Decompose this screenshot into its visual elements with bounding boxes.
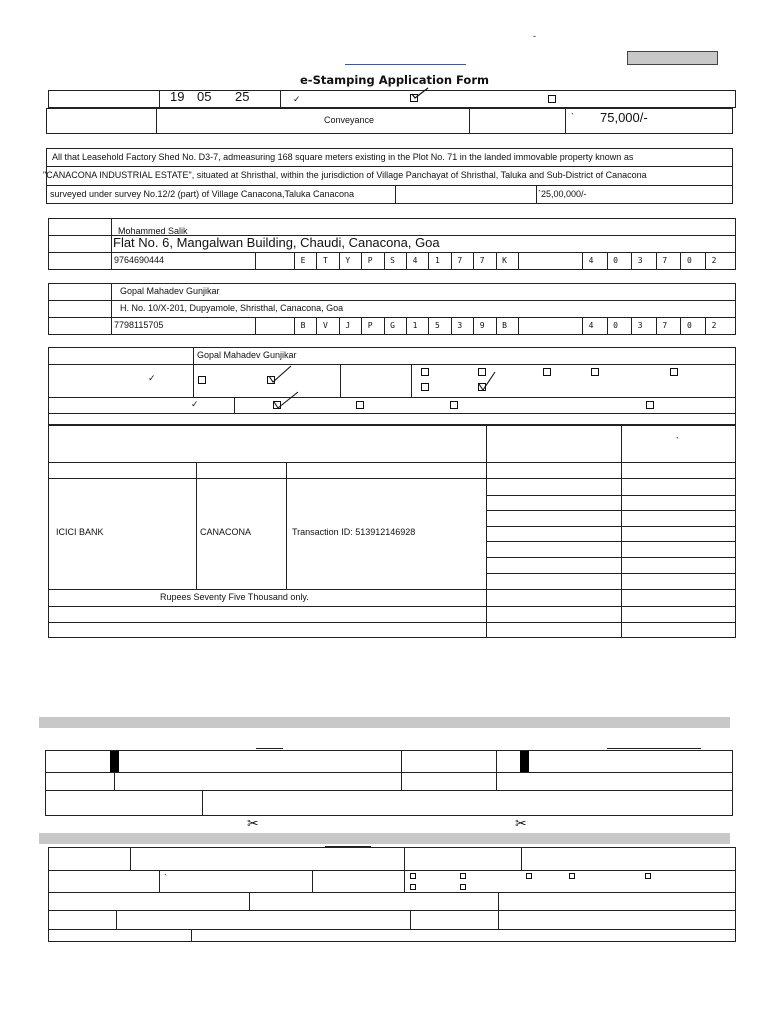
pan-char: 1 (412, 321, 418, 330)
pin-char: 0 (613, 256, 618, 265)
pan-char: B (502, 321, 507, 330)
option-checkbox[interactable] (356, 401, 364, 409)
ack-checkbox[interactable] (645, 873, 651, 879)
ack-checkbox[interactable] (410, 884, 416, 890)
pan-char: J (345, 321, 351, 330)
date-row (48, 90, 736, 108)
pan-char: 9 (479, 321, 485, 330)
scissor-icon: ✂ (247, 816, 259, 832)
tick-mark: ✓ (191, 400, 199, 410)
first-party-address: Flat No. 6, Mangalwan Building, Chaudi, Canacona, Goa (113, 235, 440, 250)
article-value: Conveyance (324, 115, 375, 125)
pan-char: P (367, 256, 373, 265)
payer-option-checkbox[interactable] (543, 368, 551, 376)
marker-block (110, 751, 119, 772)
pan-char: 4 (412, 256, 418, 265)
pan-char: 5 (434, 321, 440, 330)
scissor-icon: ✂ (515, 816, 527, 832)
transaction-id: Transaction ID: 513912146928 (292, 527, 416, 537)
pan-char: P (367, 321, 373, 330)
pin-char: 2 (711, 256, 717, 265)
payer-checkbox[interactable] (198, 376, 206, 384)
property-line-2: "CANACONA INDUSTRIAL ESTATE", situated at Shristhal, within the jurisdiction of Village Panchayat of Shristhal, Taluka and Sub-District of Canacona (43, 170, 647, 180)
pan-char: V (322, 321, 328, 330)
pin-char: 4 (588, 256, 594, 265)
date-year: 25 (235, 89, 250, 104)
type-checkbox[interactable] (548, 95, 556, 103)
amount-in-words: Rupees Seventy Five Thousand only. (160, 592, 309, 602)
property-line-1: All that Leasehold Factory Shed No. D3-7, admeasuring 168 square meters existing in the Plot No. 71 in the landed immovable property known as (52, 152, 634, 162)
pan-char: S (390, 256, 395, 265)
ack-checkbox[interactable] (410, 873, 416, 879)
second-party-address: H. No. 10/X-201, Dupyamole, Shristhal, Canacona, Goa (120, 303, 344, 313)
acknowledgement-section (48, 847, 736, 942)
pan-char: E (300, 256, 306, 265)
pin-char: 4 (588, 321, 594, 330)
pin-char: 0 (613, 321, 618, 330)
form-title: e-Stamping Application Form (300, 73, 489, 87)
consideration-value: `25,00,000/- (538, 189, 587, 199)
pin-char: 3 (637, 256, 643, 265)
payer-option-checkbox[interactable] (670, 368, 678, 376)
pan-char: B (300, 321, 306, 330)
pin-char: 7 (662, 256, 668, 265)
pan-char: 7 (479, 256, 485, 265)
separator-band (39, 833, 730, 844)
ack-checkbox[interactable] (526, 873, 532, 879)
property-line-3: surveyed under survey No.12/2 (part) of Village Canacona,Taluka Canacona (50, 189, 355, 199)
pan-char: 1 (434, 256, 440, 265)
pan-char: T (322, 256, 328, 265)
check-mark-icon (267, 364, 293, 384)
pin-char: 0 (686, 256, 692, 265)
check-mark-icon (410, 86, 430, 100)
first-party-phone: 9764690444 (114, 255, 165, 265)
rupee-symbol: ` (571, 112, 574, 122)
pan-char: Y (345, 256, 351, 265)
separator-band (39, 717, 730, 728)
date-day: 19 (170, 89, 185, 104)
option-checkbox[interactable] (646, 401, 654, 409)
payer-option-checkbox[interactable] (421, 383, 429, 391)
office-use-box (627, 51, 718, 65)
ack-checkbox[interactable] (460, 873, 466, 879)
date-month: 05 (197, 89, 212, 104)
check-mark-icon (477, 370, 499, 392)
second-party-name: Gopal Mahadev Gunjikar (120, 286, 220, 296)
office-use-section (45, 750, 733, 816)
bank-name: ICICI BANK (56, 527, 104, 537)
pan-char: G (390, 321, 395, 330)
option-checkbox[interactable] (450, 401, 458, 409)
marker-block (520, 751, 529, 772)
payer-option-checkbox[interactable] (421, 368, 429, 376)
rupee-symbol: ` (676, 436, 679, 446)
first-party-name: Mohammed Salik (118, 226, 188, 236)
second-party-phone: 7798115705 (114, 320, 164, 330)
ack-checkbox[interactable] (460, 884, 466, 890)
ack-checkbox[interactable] (569, 873, 575, 879)
pan-char: 3 (457, 321, 463, 330)
tick-mark: ✓ (293, 95, 301, 105)
stamp-duty-payer-name: Gopal Mahadev Gunjikar (197, 350, 297, 360)
pin-char: 0 (686, 321, 692, 330)
payer-option-checkbox[interactable] (591, 368, 599, 376)
pan-char: K (502, 256, 507, 265)
check-mark-icon (272, 390, 300, 410)
pin-char: 2 (711, 321, 717, 330)
tick-mark: ✓ (148, 374, 156, 384)
header-underline (345, 64, 466, 65)
pin-char: 7 (662, 321, 668, 330)
stamp-amount: 75,000/- (600, 110, 648, 125)
branch-name: CANACONA (200, 527, 252, 537)
pin-char: 3 (637, 321, 643, 330)
rupee-symbol: ` (164, 873, 167, 883)
pan-char: 7 (457, 256, 463, 265)
header-dash: - (533, 31, 536, 41)
